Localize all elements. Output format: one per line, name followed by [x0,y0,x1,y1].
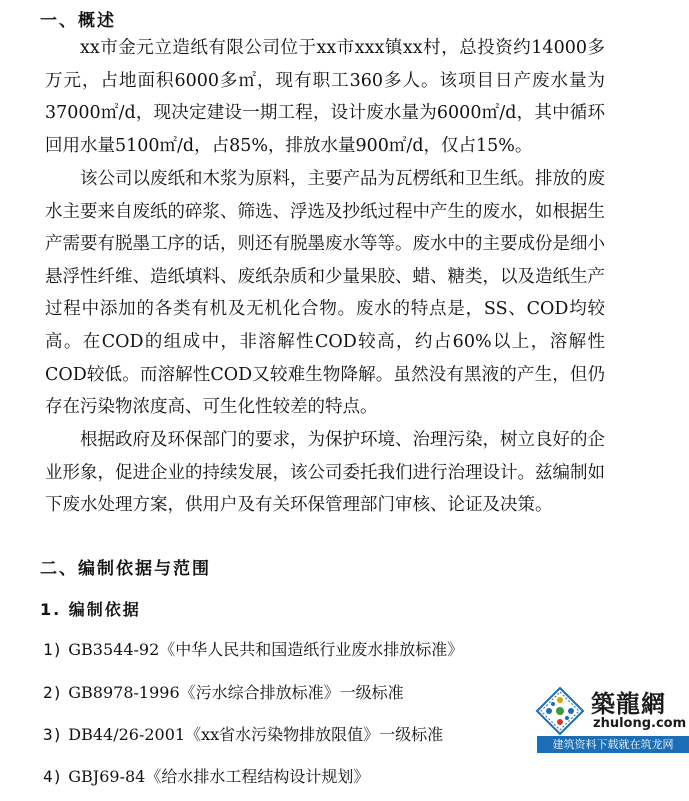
reference-text: GB3544-92《中华人民共和国造纸行业废水排放标准》 [68,640,464,659]
reference-item [43,722,443,745]
section-heading-basis-scope: 二、编制依据与范围 [40,559,211,579]
zhulong-name: 築龍網 [591,689,666,718]
zhulong-slogan-bar: 建筑资料下载就在筑龙网 [537,736,689,753]
reference-number: 3) [43,725,63,744]
subsection-heading-basis: 1. 编制依据 [40,600,141,619]
reference-item [43,764,369,787]
zhulong-domain: zhulong.com [593,716,687,731]
zhulong-watermark-logo [535,680,689,752]
reference-text: GBJ69-84《给水排水工程结构设计规划》 [68,767,370,786]
paragraph-wastewater-sources: 该公司以废纸和木浆为原料，主要产品为瓦楞纸和卫生纸。排放的废水主要来自废纸的碎浆、筛选、浮选及抄纸过程中产生的废水，如根据生产需要有脱墨工序的话，则还有脱墨废水等等。废水中的主要成份是细小悬浮性纤维、造纸填料、废纸杂质和少量果胶、蜡、糖类，以及造纸生产过程中添加的各类有机及无机化合物。废水的特点是，SS、COD均较高。在COD的组成中，非溶解性COD较高，约占60%以上，溶解性COD较低。而溶解性COD又较难生物降解。虽然没有黑液的产生，但仍存在污染物浓度高、可生化性较差的特点。 [45,169,605,418]
reference-number: 2) [43,683,63,702]
reference-item [43,637,463,660]
reference-number: 4) [43,767,63,786]
paragraph-company-overview: xx市金元立造纸有限公司位于xx市xxx镇xx村，总投资约14000多万元，占地面积6000多㎡，现有职工360多人。该项目日产废水量为37000㎡/d，现决定建设一期工程，设计废水量为6000㎡/d，其中循环回用水量5100㎡/d，占85%，排放水量900㎡/d，仅占15%。 [45,38,605,156]
section-heading-overview: 一、概述 [40,11,116,31]
reference-number: 1) [43,640,63,659]
reference-item [43,680,404,703]
reference-text: GB8978-1996《污水综合排放标准》一级标准 [68,683,404,702]
reference-text: DB44/26-2001《xx省水污染物排放限值》一级标准 [68,725,444,744]
paragraph-commission: 根据政府及环保部门的要求，为保护环境、治理污染，树立良好的企业形象，促进企业的持续发展，该公司委托我们进行治理设计。兹编制如下废水处理方案，供用户及有关环保管理部门审核、论证及决策。 [45,430,605,516]
zhulong-logo-icon [535,686,585,736]
